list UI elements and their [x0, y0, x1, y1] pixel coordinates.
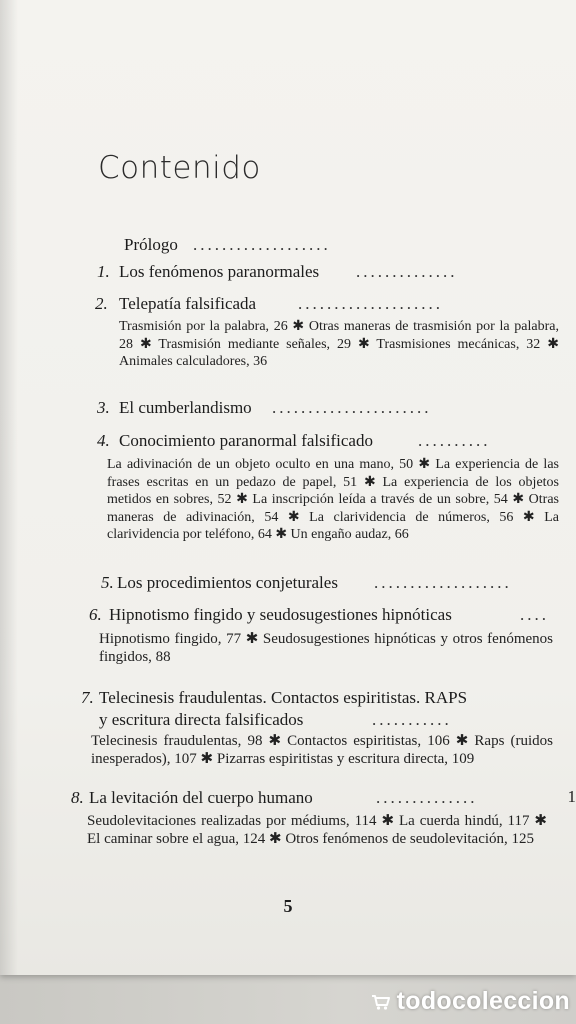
- chapter-number: 3.: [97, 398, 110, 417]
- toc-entry-7: [0, 688, 576, 767]
- chapter-title: Los fenómenos paranormales: [119, 262, 320, 281]
- toc-entry-4: [0, 431, 576, 542]
- watermark-text: todocoleccion: [396, 987, 570, 1015]
- dot-leader: ..........: [418, 431, 491, 450]
- prologue-label: Prólogo: [124, 235, 178, 254]
- chapter-number: 4.: [97, 431, 110, 450]
- dot-leader: ..............: [356, 262, 458, 281]
- chapter-subsections: Seudolevitaciones realizadas por médiums, 114 ✱ La cuerda hindú, 117 ✱ El caminar sobre el agua, 124 ✱ Otros fenómenos de seudolevitación, 125: [87, 813, 547, 847]
- edge-page-fragment: 1: [567, 787, 576, 806]
- chapter-title: La levitación del cuerpo humano: [89, 788, 313, 807]
- dot-leader: ..............: [376, 788, 478, 807]
- toc-entry-6: [0, 605, 576, 665]
- toc-entry-1: [0, 262, 576, 284]
- chapter-title: Telecinesis fraudulentas. Contactos espiritistas. RAPS: [99, 688, 468, 707]
- toc-entry-3: [0, 398, 576, 420]
- chapter-title-continued: y escritura directa falsificados: [99, 710, 304, 729]
- toc-entry-8: [0, 788, 576, 847]
- cart-logo-icon: [371, 988, 391, 1004]
- chapter-title: Los procedimientos conjeturales: [117, 573, 338, 592]
- chapter-subsections: La adivinación de un objeto oculto en una mano, 50 ✱ La experiencia de las frases escritas en un pedazo de papel, 51 ✱ La experiencia de los objetos metidos en sobres, 52 ✱ La inscripción leída a través de un sobre, 54 ✱ Otras maneras de adivinación, 54 ✱ La clarividencia de números, 56 ✱ La clarividencia por teléfono, 64 ✱ Un engaño audaz, 66: [107, 457, 559, 542]
- dot-leader: ......................: [272, 398, 432, 417]
- dot-leader: ...................: [374, 573, 512, 592]
- watermark: [371, 987, 570, 1016]
- toc-entry-prologue: [0, 235, 576, 257]
- chapter-subsections: Trasmisión por la palabra, 26 ✱ Otras maneras de trasmisión por la palabra, 28 ✱ Trasmisión mediante señales, 29 ✱ Trasmisiones mecánicas, 32 ✱ Animales calculadores, 36: [119, 319, 559, 369]
- chapter-title: Telepatía falsificada: [119, 294, 257, 313]
- chapter-number: 6.: [89, 605, 102, 624]
- chapter-number: 1.: [97, 262, 110, 281]
- page-title: Contenido: [98, 150, 261, 186]
- dot-leader: ...................: [193, 235, 331, 254]
- toc-entry-5: [0, 573, 576, 595]
- chapter-title: Hipnotismo fingido y seudosugestiones hipnóticas: [109, 605, 452, 624]
- chapter-title: Conocimiento paranormal falsificado: [119, 431, 373, 450]
- chapter-number: 7.: [81, 688, 94, 707]
- chapter-number: 8.: [71, 788, 84, 807]
- chapter-number: 2.: [95, 294, 108, 313]
- dot-leader: ....................: [298, 294, 443, 313]
- dot-leader: ...........: [372, 710, 452, 729]
- dot-leader: ....: [520, 605, 549, 624]
- page-number: 5: [283, 896, 293, 916]
- chapter-title: El cumberlandismo: [119, 398, 252, 417]
- chapter-number: 5.: [101, 573, 114, 592]
- chapter-subsections: Telecinesis fraudulentas, 98 ✱ Contactos espiritistas, 106 ✱ Raps (ruidos inesperados), 107 ✱ Pizarras espiritistas y escritura directa, 109: [91, 733, 553, 767]
- chapter-subsections: Hipnotismo fingido, 77 ✱ Seudosugestiones hipnóticas y otros fenómenos fingidos, 88: [99, 631, 553, 665]
- toc-entry-2: [0, 294, 576, 369]
